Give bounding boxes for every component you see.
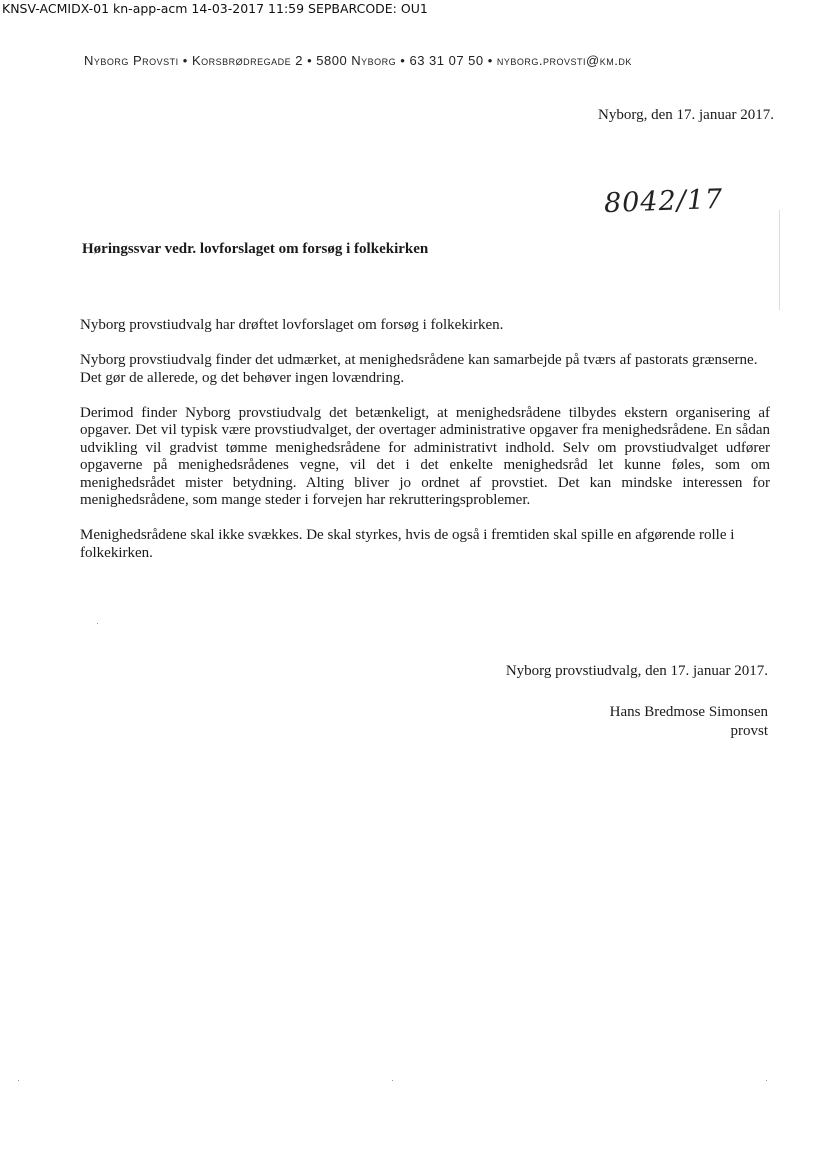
letter-date: Nyborg, den 17. januar 2017.: [598, 107, 774, 123]
scan-speck: [766, 1080, 767, 1081]
signature-title: provst: [730, 723, 768, 739]
paragraph: Nyborg provstiudvalg finder det udmærket, at menighedsrådene kan samarbejde på tværs af pastorats grænserne. Det gør de allerede, og det behøver ingen lovændring.: [80, 352, 758, 386]
paragraph: Menighedsrådene skal ikke svækkes. De skal styrkes, hvis de også i fremtiden skal spille en afgørende rolle i folkekirken.: [80, 527, 735, 561]
signature-block: [610, 703, 768, 741]
letter-heading: Høringssvar vedr. lovforslaget om forsøg i folkekirken: [82, 241, 429, 257]
closing-date: Nyborg provstiudvalg, den 17. januar 2017.: [505, 663, 768, 679]
scan-speck: [392, 1080, 393, 1081]
paragraph: Derimod finder Nyborg provstiudvalg det betænkeligt, at menighedsrådene tilbydes ekstern organisering af opgaver. Det vil typisk være provstiudvalget, der overtager administrative opgaver fra menighedsrådene. En sådan udvikling vil gradvist tømme menighedsrådene for administrativt indhold. Selv om provstiudvalget udfører opgaverne på menighedsrådenes vegne, vil det i det enkelte menighedsråd let kunne føles, som om menighedsrådet mister betydning. Alting bliver jo ordnet af provstiet. Det kan mindske interessen for menighedsrådene, som mange steder i forvejen har rekrutteringsproblemer.: [80, 404, 770, 508]
handwritten-case-number: 8042/17: [603, 183, 724, 220]
letter-body: [80, 317, 770, 580]
signature-name: Hans Bredmose Simonsen: [609, 704, 768, 720]
scan-artifact-line: [779, 210, 780, 310]
scan-header: KNSV-ACMIDX-01 kn-app-acm 14-03-2017 11:59 SEPBARCODE: OU1: [2, 1, 428, 16]
scan-speck: [97, 623, 98, 624]
scan-speck: [18, 1080, 19, 1081]
paragraph: Nyborg provstiudvalg har drøftet lovforslaget om forsøg i folkekirken.: [80, 317, 504, 333]
letterhead: Nyborg Provsti • Korsbrødregade 2 • 5800 Nyborg • 63 31 07 50 • nyborg.provsti@km.dk: [84, 53, 632, 68]
